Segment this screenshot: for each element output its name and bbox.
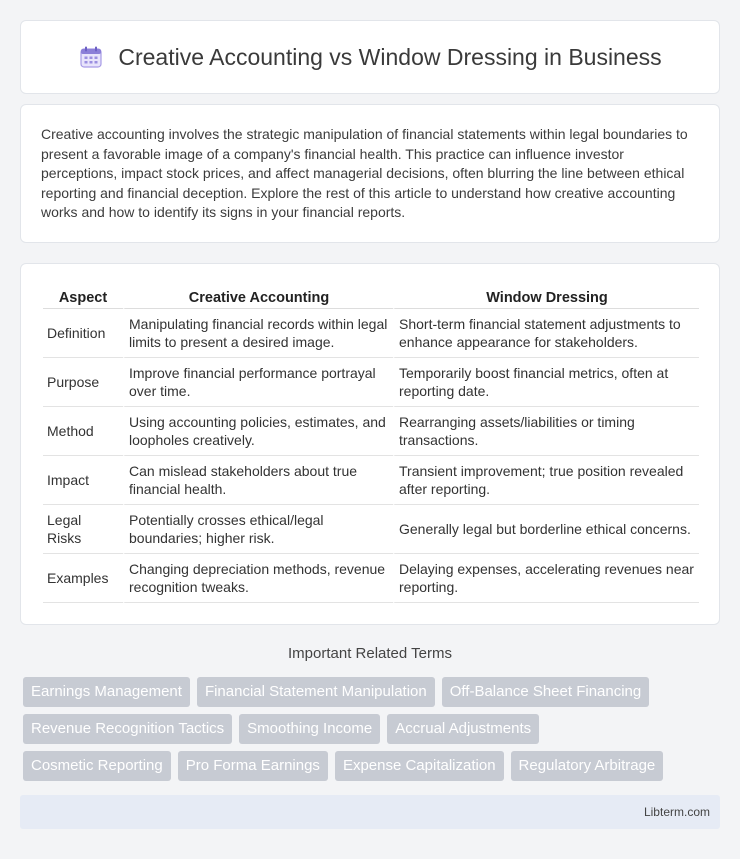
table-row (43, 358, 699, 407)
cell-window: Generally legal but borderline ethical concerns. (393, 505, 699, 554)
comparison-table (43, 286, 699, 603)
tag-off-balance-sheet-financing[interactable]: Off-Balance Sheet Financing (442, 677, 650, 707)
page-title: Creative Accounting vs Window Dressing in Business (118, 43, 662, 70)
cell-window: Transient improvement; true position revealed after reporting. (393, 456, 699, 505)
cell-aspect: Impact (43, 456, 123, 505)
cell-window: Short-term financial statement adjustments to enhance appearance for stakeholders. (393, 309, 699, 358)
table-row (43, 456, 699, 505)
table-row (43, 407, 699, 456)
footer-site-link[interactable]: Libterm.com (643, 805, 710, 819)
cell-creative: Changing depreciation methods, revenue recognition tweaks. (123, 554, 393, 603)
header-card (20, 20, 720, 94)
tag-financial-statement-manipulation[interactable]: Financial Statement Manipulation (197, 677, 435, 707)
intro-card (20, 104, 720, 243)
intro-text: Creative accounting involves the strategic manipulation of financial statements within legal boundaries to present a favorable image of a company's financial health. This practice can influence investor perceptions, impact stock prices, and affect managerial decisions, often blurring the line between ethical reporting and financial deception. Explore the rest of this article to understand how creative accounting works and how to identify its signs in your financial reports. (41, 126, 688, 221)
table-header-row (43, 286, 699, 309)
cell-aspect: Legal Risks (43, 505, 123, 554)
cell-window: Rearranging assets/liabilities or timing transactions. (393, 407, 699, 456)
cell-window: Temporarily boost financial metrics, often at reporting date. (393, 358, 699, 407)
tag-cosmetic-reporting[interactable]: Cosmetic Reporting (23, 751, 171, 781)
footer (20, 795, 720, 829)
tag-row (23, 714, 723, 744)
tag-pro-forma-earnings[interactable]: Pro Forma Earnings (178, 751, 328, 781)
tag-smoothing-income[interactable]: Smoothing Income (239, 714, 380, 744)
tag-accrual-adjustments[interactable]: Accrual Adjustments (387, 714, 539, 744)
header-creative-accounting: Creative Accounting (123, 286, 393, 309)
table-row (43, 505, 699, 554)
header-window-dressing: Window Dressing (393, 286, 699, 309)
cell-aspect: Purpose (43, 358, 123, 407)
tag-earnings-management[interactable]: Earnings Management (23, 677, 190, 707)
cell-creative: Potentially crosses ethical/legal boundaries; higher risk. (123, 505, 393, 554)
tag-row (23, 677, 723, 707)
tag-row (23, 751, 723, 781)
table-row (43, 554, 699, 603)
cell-aspect: Examples (43, 554, 123, 603)
calendar-icon (78, 44, 104, 70)
cell-aspect: Definition (43, 309, 123, 358)
table-row (43, 309, 699, 358)
cell-window: Delaying expenses, accelerating revenues near reporting. (393, 554, 699, 603)
cell-creative: Improve financial performance portrayal over time. (123, 358, 393, 407)
related-terms-tags (23, 677, 723, 788)
cell-creative: Using accounting policies, estimates, and loopholes creatively. (123, 407, 393, 456)
header-aspect: Aspect (43, 286, 123, 309)
cell-aspect: Method (43, 407, 123, 456)
tag-revenue-recognition-tactics[interactable]: Revenue Recognition Tactics (23, 714, 232, 744)
cell-creative: Can mislead stakeholders about true financial health. (123, 456, 393, 505)
tag-expense-capitalization[interactable]: Expense Capitalization (335, 751, 504, 781)
related-terms-title: Important Related Terms (288, 645, 452, 662)
cell-creative: Manipulating financial records within legal limits to present a desired image. (123, 309, 393, 358)
tag-regulatory-arbitrage[interactable]: Regulatory Arbitrage (511, 751, 664, 781)
comparison-table-card (20, 263, 720, 625)
title-wrap (78, 44, 661, 71)
